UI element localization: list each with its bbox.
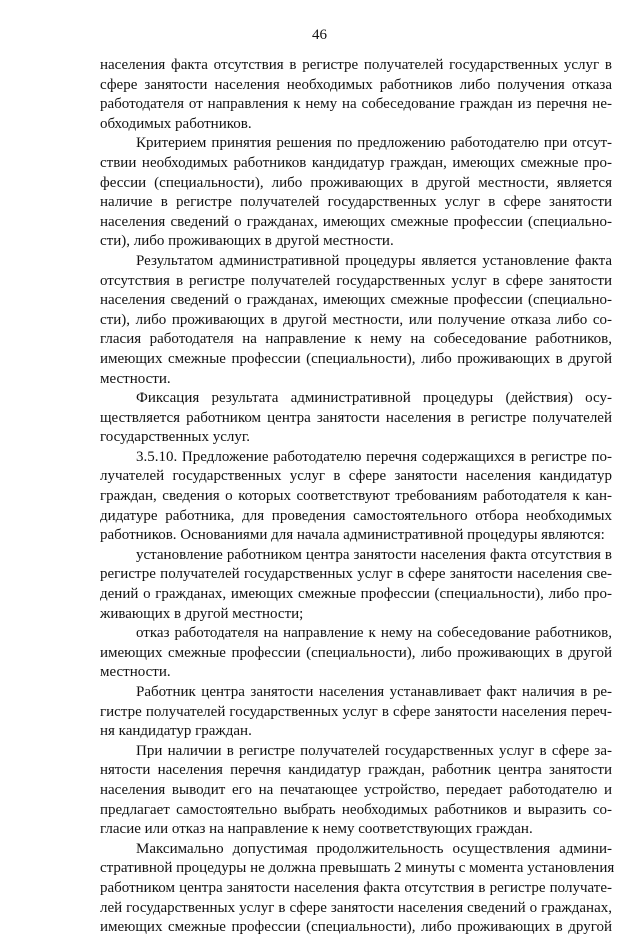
text-line: сти), либо проживающих в другой местности. [100,233,394,250]
text-line: Фиксация результата административной процедуры (действия) осу- [136,390,612,407]
text-line: работодателя от направления к нему на собеседование граждан из перечня не- [100,96,612,113]
text-line: отсутствия в регистре получателей государственных услуг в сфере занятости [100,272,612,289]
text-line: отказ работодателя на направление к нему на собеседование работников, [136,625,612,642]
text-line: регистре получателей государственных услуг в сфере занятости населения све- [100,566,612,583]
paragraph [100,742,612,840]
text-line: При наличии в регистре получателей государственных услуг в сфере за- [136,742,612,759]
text-line: Результатом административной процедуры является установление факта [136,252,612,269]
text-line: дидатуре работника, для проведения самостоятельного отбора необходимых [100,507,612,524]
paragraph [100,389,612,448]
text-line: лучателей государственных услуг в сфере занятости населения кандидатур [100,468,612,485]
text-line: лей государственных услуг в сфере занятости населения сведений о гражданах, [100,899,612,916]
text-line: живающих в другой местности; [100,605,304,622]
text-line: работником центра занятости населения факта отсутствия в регистре получате- [100,879,612,896]
text-line: Максимально допустимая продолжительность осуществления админи- [136,840,612,857]
document-body [100,56,615,938]
text-line: местности. [100,370,171,387]
paragraph [100,624,612,683]
text-line: фессии (специальности), либо проживающих в другой местности, является [100,174,612,191]
paragraph [100,683,612,742]
text-line: гласия работодателя на направление к нему на собеседование работников, [100,331,612,348]
text-line: обходимых работников. [100,115,252,132]
text-line: нятости населения перечня кандидатур граждан, работник центра занятости [100,762,612,779]
text-line: предлагает самостоятельно выбрать необходимых работников и выразить со- [100,801,612,818]
text-line: работников. Основаниями для начала административной процедуры являются: [100,527,605,544]
text-line: населения сведений о гражданах, имеющих смежные профессии (специально- [100,213,612,230]
text-line: Критерием принятия решения по предложению работодателю при отсут- [136,135,612,152]
paragraph [100,840,615,938]
text-line: стративной процедуры не должна превышать 2 минуты с момента установления [100,860,615,877]
text-line: граждан, сведения о которых соответствуют требованиям работодателя к кан- [100,488,612,505]
paragraph [100,546,612,624]
text-line: гистре получателей государственных услуг в сфере занятости населения переч- [100,703,612,720]
page-number: 46 [312,27,327,43]
text-line: населения сведений о гражданах, имеющих смежные профессии (специально- [100,292,612,309]
text-line: гласие или отказ на направление к нему соответствующих граждан. [100,821,533,838]
text-line: имеющих смежные профессии (специальности), либо проживающих в другой [100,350,612,367]
text-line: Работник центра занятости населения устанавливает факт наличия в ре- [136,684,612,700]
text-line: сти), либо проживающих в другой местности, или получение отказа либо со- [100,311,612,328]
paragraph [100,56,612,134]
paragraph [100,252,612,389]
text-line: ствии необходимых работников кандидатур граждан, имеющих смежные про- [100,154,612,171]
text-line: наличие в регистре получателей государственных услуг в сфере занятости [100,194,612,211]
text-line: установление работником центра занятости населения факта отсутствия в [136,546,612,563]
text-line: имеющих смежные профессии (специальности), либо проживающих в другой [100,644,612,661]
paragraph [100,134,612,252]
text-line: населения выводит его на печатающее устройство, передает работодателю и [100,781,612,798]
text-line: местности. [100,664,171,681]
text-line: имеющих смежные профессии (специальности), либо проживающих в другой [100,919,612,936]
text-line: ществляется работником центра занятости населения в регистре получателей [100,409,612,426]
text-line: государственных услуг. [100,429,251,446]
paragraph [100,448,612,546]
text-line: населения факта отсутствия в регистре получателей государственных услуг в [100,57,612,73]
text-line: сфере занятости населения необходимых работников либо получения отказа [100,76,612,93]
text-line: ня кандидатур граждан. [100,723,252,740]
text-line: дений о гражданах, имеющих смежные профессии (специальности), либо про- [100,586,612,603]
text-line: 3.5.10. Предложение работодателю перечня содержащихся в регистре по- [136,448,612,465]
